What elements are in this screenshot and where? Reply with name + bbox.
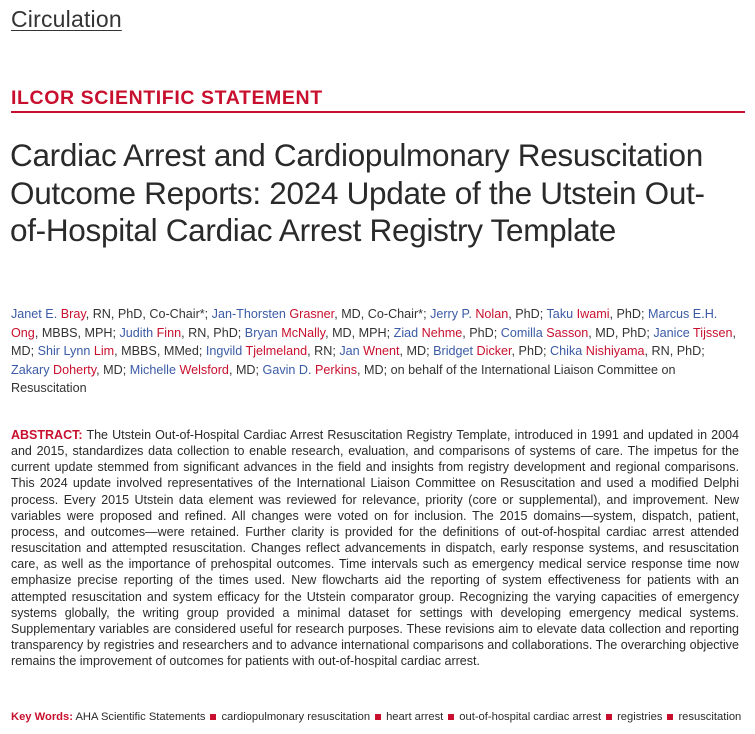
keyword[interactable]: cardiopulmonary resuscitation [221, 711, 371, 723]
author[interactable]: Ziad Nehme, PhD [393, 325, 494, 340]
author-surname[interactable]: Nishiyama [585, 344, 645, 358]
author-surname[interactable]: Nolan [475, 307, 509, 321]
author-surname[interactable]: Perkins [315, 362, 358, 377]
author-surname[interactable]: Iwami [576, 307, 610, 321]
abstract-label: ABSTRACT: [11, 428, 83, 442]
abstract [11, 427, 739, 669]
author-credentials: MD [103, 362, 123, 377]
author-surname[interactable]: Grasner [289, 307, 335, 321]
author[interactable]: Chika Nishiyama, RN, PhD [550, 344, 702, 358]
keywords [11, 711, 746, 723]
author-surname[interactable]: Tijssen [693, 325, 733, 340]
author-credentials: PhD [469, 325, 494, 340]
author[interactable]: Bryan McNally, MD, MPH [244, 325, 387, 340]
author[interactable]: Marcus E.H. Ong, MBBS, MPH [11, 307, 718, 340]
author-given-name[interactable]: Michelle [129, 362, 176, 377]
keywords-label: Key Words: [11, 711, 73, 723]
author-credentials: MD [406, 344, 427, 358]
author-given-name[interactable]: Zakary [11, 362, 50, 377]
keyword[interactable]: out-of-hospital cardiac arrest [459, 711, 602, 723]
author-given-name[interactable]: Ziad [393, 325, 419, 340]
author-surname[interactable]: Doherty [53, 362, 97, 377]
author-given-name[interactable]: Jan-Thorsten [211, 307, 286, 321]
author[interactable]: Comilla Sasson, MD, PhD [500, 325, 647, 340]
abstract-text: The Utstein Out-of-Hospital Cardiac Arrest Resuscitation Registry Template, introduced in 1991 and updated in 2004 and 2015, standardizes data collection to enable research, evaluation, and comparisons of systems of care. The impetus for the current update stemmed from significant advances in the field and insights from registry development and regional comparisons. This 2024 update involved representatives of the International Liaison Committee on Resuscitation and used a modified Delphi process. Every 2015 Utstein data element was reviewed for relevance, priority (core or supplemental), and improvement. New variables were proposed and refined. All changes were voted on for inclusion. The 2015 domains—system, dispatch, patient, process, and outcomes—were retained. Further clarity is provided for the definitions of out-of-hospital cardiac arrest attended resuscitation and attempted resuscitation. Changes reflect advancements in dispatch, early response systems, and resuscitation care, as well as the importance of prehospital outcomes. Time intervals such as emergency medical service response time now emphasize precise reporting of the times used. New flowcharts aid the reporting of system effectiveness for patients with an attempted resuscitation and system efficacy for the Utstein comparator group. Recognizing the varying capacities of emergency systems globally, the writing group provided a minimal dataset for settings with developing emergency medical systems. Supplementary variables are considered useful for research purposes. These revisions aim to elevate data collection and reporting transparency by registries and researchers and to advance international comparisons and collaborations. The overarching objective remains the improvement of outcomes for patients with out-of-hospital cardiac arrest. [11, 428, 739, 669]
author[interactable]: Bridget Dicker, PhD [433, 344, 544, 358]
author-given-name[interactable]: Janice [653, 325, 690, 340]
author-surname[interactable]: Tjelmeland [245, 344, 308, 358]
author[interactable]: Michelle Welsford, MD [129, 362, 256, 377]
author-credentials: RN, PhD, Co-Chair* [92, 307, 205, 321]
author[interactable]: Zakary Doherty, MD [11, 362, 123, 377]
author-credentials: MBBS, MPH [41, 325, 113, 340]
author-credentials: MD [364, 362, 384, 377]
author-given-name[interactable]: Gavin D. [262, 362, 312, 377]
author-credentials: RN, PhD [188, 325, 238, 340]
author-surname[interactable]: Wnent [363, 344, 400, 358]
author-list: Janet E. Bray, RN, PhD, Co-Chair*; Jan-Thorsten Grasner, MD, Co-Chair*; Jerry P. Nolan, PhD; Taku Iwami, PhD; Marcus E.H. Ong, MBBS, MPH; Judith Finn, RN, PhD; Bryan McNally, MD, MPH; Ziad Nehme, PhD; Comilla Sasson, MD, PhD; Janice Tijssen, MD; Shir Lynn Lim, MBBS, MMed; Ingvild Tjelmeland, RN; Jan Wnent, MD; Bridget Dicker, PhD; Chika Nishiyama, RN, PhD; Zakary Doherty, MD; Michelle Welsford, MD; Gavin D. Perkins, MD; on behalf of the International Liaison Committee on Resuscitation [11, 307, 736, 395]
keyword[interactable]: resuscitation [678, 711, 742, 723]
author-surname[interactable]: Welsford [179, 362, 229, 377]
author[interactable]: Ingvild Tjelmeland, RN [205, 344, 333, 358]
author-surname[interactable]: Sasson [546, 325, 589, 340]
authors-suffix: on behalf of the International Liaison Committee on Resuscitation [11, 362, 676, 395]
author-surname[interactable]: Ong [11, 325, 35, 340]
author[interactable]: Shir Lynn Lim, MBBS, MMed [37, 344, 199, 358]
author[interactable]: Janice Tijssen, MD [11, 325, 736, 358]
author-credentials: PhD [515, 307, 540, 321]
author-credentials: MD, PhD [595, 325, 647, 340]
article-title: Cardiac Arrest and Cardiopulmonary Resuscitation Outcome Reports: 2024 Update of the Utstein Out-of-Hospital Cardiac Arrest Registry Template [10, 137, 705, 248]
author-credentials: PhD [518, 344, 544, 358]
author-given-name[interactable]: Shir Lynn [37, 344, 91, 358]
author-credentials: MD [11, 344, 31, 358]
author[interactable]: Taku Iwami, PhD [546, 307, 642, 321]
author-given-name[interactable]: Comilla [500, 325, 543, 340]
author-given-name[interactable]: Bridget [433, 344, 474, 358]
keyword[interactable]: heart arrest [386, 711, 444, 723]
author-given-name[interactable]: Jerry P. [430, 307, 472, 321]
author-given-name[interactable]: Judith [119, 325, 154, 340]
author-credentials: MBBS, MMed [121, 344, 199, 358]
author-credentials: MD, MPH [332, 325, 387, 340]
author[interactable]: Jan-Thorsten Grasner, MD, Co-Chair* [211, 307, 424, 321]
article-type: ILCOR SCIENTIFIC STATEMENT [11, 87, 323, 109]
author-surname[interactable]: Nehme [421, 325, 463, 340]
author-surname[interactable]: Finn [156, 325, 182, 340]
author-surname[interactable]: Lim [93, 344, 115, 358]
author-given-name[interactable]: Marcus E.H. [648, 307, 718, 321]
keyword[interactable]: AHA Scientific Statements [75, 711, 206, 723]
author-given-name[interactable]: Bryan [244, 325, 278, 340]
author-given-name[interactable]: Chika [550, 344, 583, 358]
author[interactable]: Gavin D. Perkins, MD [262, 362, 384, 377]
author-given-name[interactable]: Janet E. [11, 307, 58, 321]
keyword-separator-square-icon [667, 714, 673, 720]
keyword-separator-square-icon [606, 714, 612, 720]
author[interactable]: Jan Wnent, MD [339, 344, 427, 358]
keyword-separator-square-icon [448, 714, 454, 720]
author-credentials: MD, Co-Chair* [341, 307, 424, 321]
author[interactable]: Jerry P. Nolan, PhD [430, 307, 540, 321]
author[interactable]: Janet E. Bray, RN, PhD, Co-Chair* [11, 307, 205, 321]
author-credentials: RN [314, 344, 333, 358]
article-type-rule [11, 111, 745, 113]
author-given-name[interactable]: Taku [546, 307, 574, 321]
journal-name: Circulation [11, 6, 122, 32]
author-credentials: PhD [616, 307, 642, 321]
author-surname[interactable]: Bray [60, 307, 86, 321]
author-given-name[interactable]: Ingvild [205, 344, 243, 358]
author[interactable]: Judith Finn, RN, PhD [119, 325, 238, 340]
author-surname[interactable]: Dicker [476, 344, 512, 358]
keyword-separator-square-icon [375, 714, 381, 720]
keyword-separator-square-icon [210, 714, 216, 720]
author-credentials: MD [235, 362, 256, 377]
author-credentials: RN, PhD [651, 344, 702, 358]
author-given-name[interactable]: Jan [339, 344, 360, 358]
keyword[interactable]: registries [617, 711, 663, 723]
author-surname[interactable]: McNally [281, 325, 326, 340]
